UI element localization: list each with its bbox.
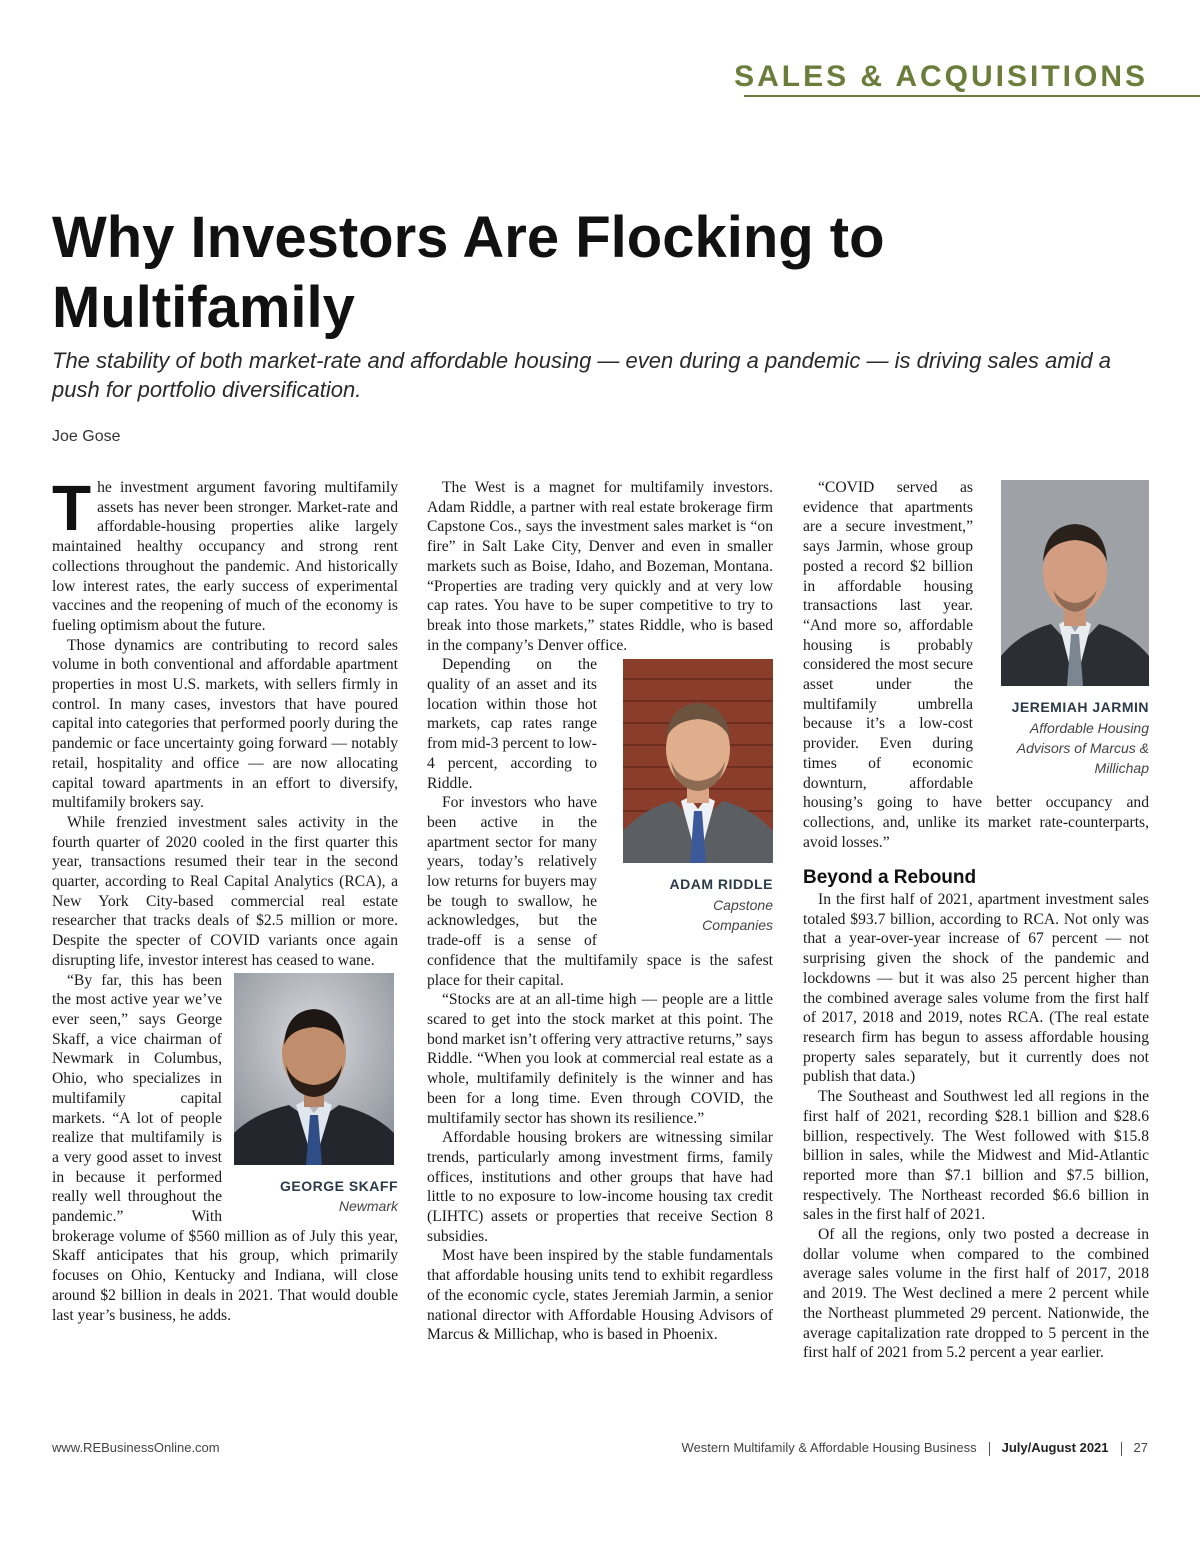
footer-issue: July/August 2021 <box>1001 1440 1109 1455</box>
portrait-adam-riddle <box>623 659 773 863</box>
portrait-george-skaff <box>234 973 394 1165</box>
caption-org: Affordable Housing Advisors of Marcus & Millichap <box>1016 719 1149 776</box>
paragraph: The West is a magnet for multifamily investors. Adam Riddle, a partner with real estate brokerage firm Capstone Cos., says the investment sales market is “on fire” in Salt Lake City, Denver and even in smaller markets such as Boise, Idaho, and Bozeman, Montana. “Properties are trading very quickly and at very low cap rates. You have to be super competitive to try to break into those markets,” states Riddle, who is based in the company’s Denver office. <box>427 479 773 654</box>
paragraph: Of all the regions, only two posted a decrease in dollar volume when compared to the combined average sales volume in the first half of 2017, 2018 and 2019. The West declined a mere 2 percent while the Northeast plummeted 29 percent. Nationwide, the average capitalization rate dropped to 5 percent in the first half of 2021 from 5.2 percent a year earlier. <box>803 1226 1149 1362</box>
section-label: SALES & ACQUISITIONS <box>734 60 1148 93</box>
footer-divider <box>989 1442 990 1456</box>
paragraph: “COVID served as evidence that apartments are a secure investment,” says Jarmin, whose group posted a record $2 billion in affordable housing transactions last year. “And more so, affordable housing is probably considered the most secure asset under the multifamily umbrella because it’s a low-cost provider. Even during times of economic downturn, affordable housing’s going to have better occupancy and collections, and, unlike its market rate-counterparts, avoid losses.” <box>803 479 1149 851</box>
footer-divider <box>1121 1442 1122 1456</box>
article-headline: Why Investors Are Flocking to Multifamily <box>52 205 885 340</box>
photo-jeremiah-jarmin <box>985 480 1149 778</box>
paragraph: “By far, this has been the most active year we’ve ever seen,” says George Skaff, a vice chairman of Newmark in Columbus, Ohio, who specializes in multifamily capital markets. “A lot of people realize that multifamily is a very good asset to invest in because it performed really well throughout the pandemic.” With brokerage volume of $560 million as of July this year, Skaff anticipates that his group, which primarily focuses on Ohio, Kentucky and Indiana, will close around $2 billion in deals in 2021. That would double last year’s business, he adds. <box>52 971 398 1324</box>
photo-george-skaff <box>234 973 398 1217</box>
paragraph: “Stocks are at an all-time high — people are a little scared to get into the stock market at this point. The bond market isn’t offering very attractive returns,” says Riddle. “When you look at commercial real estate as a whole, multifamily definitely is the winner and has been for a long time. Even through COVID, the multifamily sector has shown its resilience.” <box>427 991 773 1127</box>
photo-adam-riddle <box>609 659 773 935</box>
caption-name: JEREMIAH JARMIN <box>1011 699 1149 715</box>
paragraph: Those dynamics are contributing to record sales volume in both conventional and affordable apartment properties in most U.S. markets, with sellers firmly in control. In many cases, investors that have poured capital into categories that performed poorly during the pandemic or face uncertainty going forward — notably retail, hospitality and office — are now allocating capital toward apartments in an effort to diversify, multifamily brokers say. <box>52 636 398 812</box>
paragraph: Depending on the quality of an asset and its location within those hot markets, cap rates range from mid-3 percent to low-4 percent, according to Riddle. <box>427 656 597 792</box>
footer-website: www.REBusinessOnline.com <box>52 1440 220 1455</box>
article-column-3 <box>803 478 1149 1363</box>
footer-publication: Western Multifamily & Affordable Housing Business <box>681 1440 977 1455</box>
article-column-1 <box>52 472 398 1325</box>
article-dek: The stability of both market-rate and affordable housing — even during a pandemic — is driving sales amid a push for portfolio diversification. <box>52 348 1112 402</box>
footer-right <box>682 1440 1148 1456</box>
caption-org: Capstone Companies <box>702 897 773 934</box>
portrait-jeremiah-jarmin <box>1001 480 1149 686</box>
page-number: 27 <box>1133 1440 1148 1455</box>
paragraph: While frenzied investment sales activity in the fourth quarter of 2020 cooled in the first quarter this year, transactions resumed their tear in the second quarter, according to Real Capital Analytics (RCA), a New York City-based commercial real estate researcher that tracks deals of $2.5 million or more. Despite the specter of COVID variants once again disrupting life, investor interest has ceased to wane. <box>52 813 398 969</box>
section-rule <box>744 95 1200 97</box>
drop-cap: T <box>52 472 92 544</box>
caption-org: Newmark <box>338 1198 398 1215</box>
caption-name: GEORGE SKAFF <box>279 1177 398 1194</box>
paragraph: For investors who have been active in the apartment sector for many years, today’s relatively low returns for buyers may be tough to swallow, he acknowledges, but the trade-off is a sense of confidence that the multifamily space is the safest place for their capital. <box>427 794 773 989</box>
article-column-2 <box>427 478 773 1345</box>
paragraph: The investment argument favoring multifamily assets has never been stronger. Market-rate and affordable-housing properties alike largely maintained healthy occupancy and strong rent collections throughout the pandemic. And historically low interest rates, the early success of experimental vaccines and the reopening of much of the economy is fueling optimism about the future. <box>52 472 398 634</box>
byline: Joe Gose <box>52 428 121 445</box>
subhead: Beyond a Rebound <box>803 867 977 889</box>
caption-name: ADAM RIDDLE <box>669 876 773 893</box>
paragraph: Most have been inspired by the stable fundamentals that affordable housing units tend to exhibit regardless of the economic cycle, states Jeremiah Jarmin, a senior national director with Affordable Housing Advisors of Marcus & Millichap, who is based in Phoenix. <box>427 1247 773 1344</box>
page-footer <box>52 1440 1148 1460</box>
paragraph: In the first half of 2021, apartment investment sales totaled $93.7 billion, according to RCA. Not only was that a year-over-year increase of 67 percent — not surprising given the shock of the pandemic and lockdowns — but it was also 25 percent higher than the combined average sales volume from the first half of 2017, 2018 and 2019, notes RCA. (The real estate research firm has begun to assess affordable housing property sales separately, but it currently does not publish that data.) <box>803 891 1149 1086</box>
paragraph: Affordable housing brokers are witnessing similar trends, particularly among investment firms, family offices, institutions and other groups that have had little to no exposure to low-income housing tax credit (LIHTC) assets or properties that receive Section 8 subsidies. <box>427 1129 773 1245</box>
paragraph: The Southeast and Southwest led all regions in the first half of 2021, recording $28.1 billion and $28.6 billion, respectively. The West followed with $15.8 billion in sales, while the Midwest and Mid-Atlantic reported more than $7.1 billion and $7.5 billion, respectively. The Northeast recorded $6.6 billion in sales in the first half of 2021. <box>803 1088 1149 1224</box>
